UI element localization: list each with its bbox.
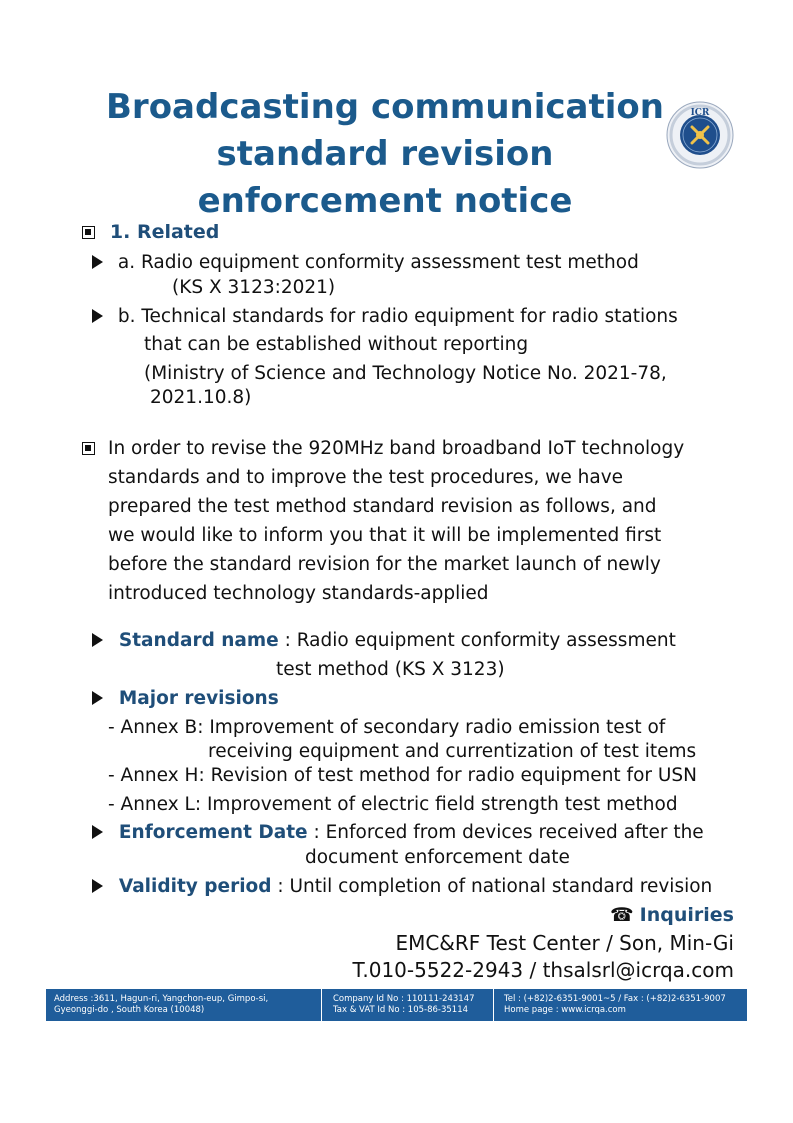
related-item-a-sub: (KS X 3123:2021)	[172, 277, 336, 298]
standard-name-value: Radio equipment conformity assessment	[296, 630, 676, 651]
triangle-bullet-icon	[92, 825, 103, 839]
square-bullet-icon	[82, 226, 95, 239]
inquiries-heading	[610, 902, 734, 928]
footer-tax-id: Tax & VAT Id No : 105-86-35114	[333, 1005, 469, 1015]
icr-logo-seal	[666, 101, 734, 169]
footer-company-ids	[333, 994, 475, 1016]
square-bullet-icon	[82, 442, 95, 455]
paragraph-line: prepared the test method standard revision as follows, and	[108, 496, 657, 517]
label-separator: :	[307, 822, 326, 843]
paragraph-line: we would like to inform you that it will be implemented first	[108, 525, 662, 546]
triangle-bullet-icon	[92, 255, 103, 269]
label-separator: :	[271, 876, 290, 897]
footer-divider	[493, 989, 494, 1021]
validity-period-label: Validity period	[118, 876, 272, 897]
title-line-1: Broadcasting communication	[106, 87, 664, 127]
standard-name-row	[92, 629, 676, 653]
validity-period-row	[92, 875, 712, 899]
enforcement-date-label: Enforcement Date	[118, 822, 308, 843]
footer-homepage[interactable]: Home page : www.icrqa.com	[504, 1005, 626, 1015]
enforcement-date-value-line2: document enforcement date	[305, 847, 570, 868]
validity-period-value: Until completion of national standard revision	[289, 876, 713, 897]
footer-tel-fax: Tel : (+82)2-6351-9001~5 / Fax : (+82)2-6351-9007	[504, 994, 726, 1004]
standard-name-label: Standard name	[118, 630, 279, 651]
title-line-2: standard revision	[216, 134, 554, 174]
label-separator: :	[278, 630, 297, 651]
page-title	[100, 84, 670, 225]
related-heading-text: 1. Related	[109, 221, 220, 243]
inquiries-phone-email: T.010-5522-2943 / thsalsrl@icrqa.com	[352, 958, 734, 982]
footer-address	[54, 994, 268, 1016]
paragraph-line: In order to revise the 920MHz band broadband IoT technology	[108, 438, 685, 459]
related-item-a	[92, 251, 639, 275]
title-line-3: enforcement notice	[197, 181, 573, 221]
enforcement-date-row	[92, 821, 704, 845]
footer-company-id: Company Id No : 110111-243147	[333, 994, 475, 1004]
related-item-b-line2: that can be established without reporting	[144, 334, 529, 355]
related-item-b-line3: (Ministry of Science and Technology Notice No. 2021-78,	[144, 363, 667, 384]
triangle-bullet-icon	[92, 633, 103, 647]
notice-paragraph	[108, 434, 684, 608]
major-revisions-row	[92, 687, 279, 711]
annex-h-line: - Annex H: Revision of test method for radio equipment for USN	[108, 765, 697, 786]
footer-bar	[46, 989, 747, 1021]
footer-address-line: Gyeonggi-do , South Korea (10048)	[54, 1005, 205, 1015]
major-revisions-label: Major revisions	[118, 688, 279, 709]
triangle-bullet-icon	[92, 691, 103, 705]
paragraph-line: introduced technology standards-applied	[108, 583, 489, 604]
paragraph-line: before the standard revision for the market launch of newly	[108, 554, 661, 575]
inquiries-contact: EMC&RF Test Center / Son, Min-Gi	[395, 931, 734, 955]
related-heading	[82, 220, 219, 245]
triangle-bullet-icon	[92, 309, 103, 323]
related-item-b-line4: 2021.10.8)	[150, 387, 252, 408]
triangle-bullet-icon	[92, 879, 103, 893]
enforcement-date-value: Enforced from devices received after the	[325, 822, 704, 843]
inquiries-label: Inquiries	[639, 904, 734, 926]
annex-b-line1: - Annex B: Improvement of secondary radio emission test of	[108, 717, 666, 738]
paragraph-line: standards and to improve the test procedures, we have	[108, 467, 624, 488]
footer-divider	[321, 989, 322, 1021]
related-item-b	[92, 305, 678, 329]
phone-icon: ☎	[609, 904, 634, 926]
related-item-a-text: a. Radio equipment conformity assessment test method	[117, 252, 639, 273]
annex-b-line2: receiving equipment and currentization of test items	[208, 741, 697, 762]
footer-address-line: Address :3611, Hagun-ri, Yangchon-eup, Gimpo-si,	[54, 994, 269, 1004]
related-item-b-text: b. Technical standards for radio equipment for radio stations	[117, 306, 678, 327]
standard-name-value-line2: test method (KS X 3123)	[276, 659, 505, 680]
logo-text: ICR	[690, 108, 710, 118]
annex-l-line: - Annex L: Improvement of electric field strength test method	[108, 794, 678, 815]
footer-contact	[504, 994, 726, 1016]
